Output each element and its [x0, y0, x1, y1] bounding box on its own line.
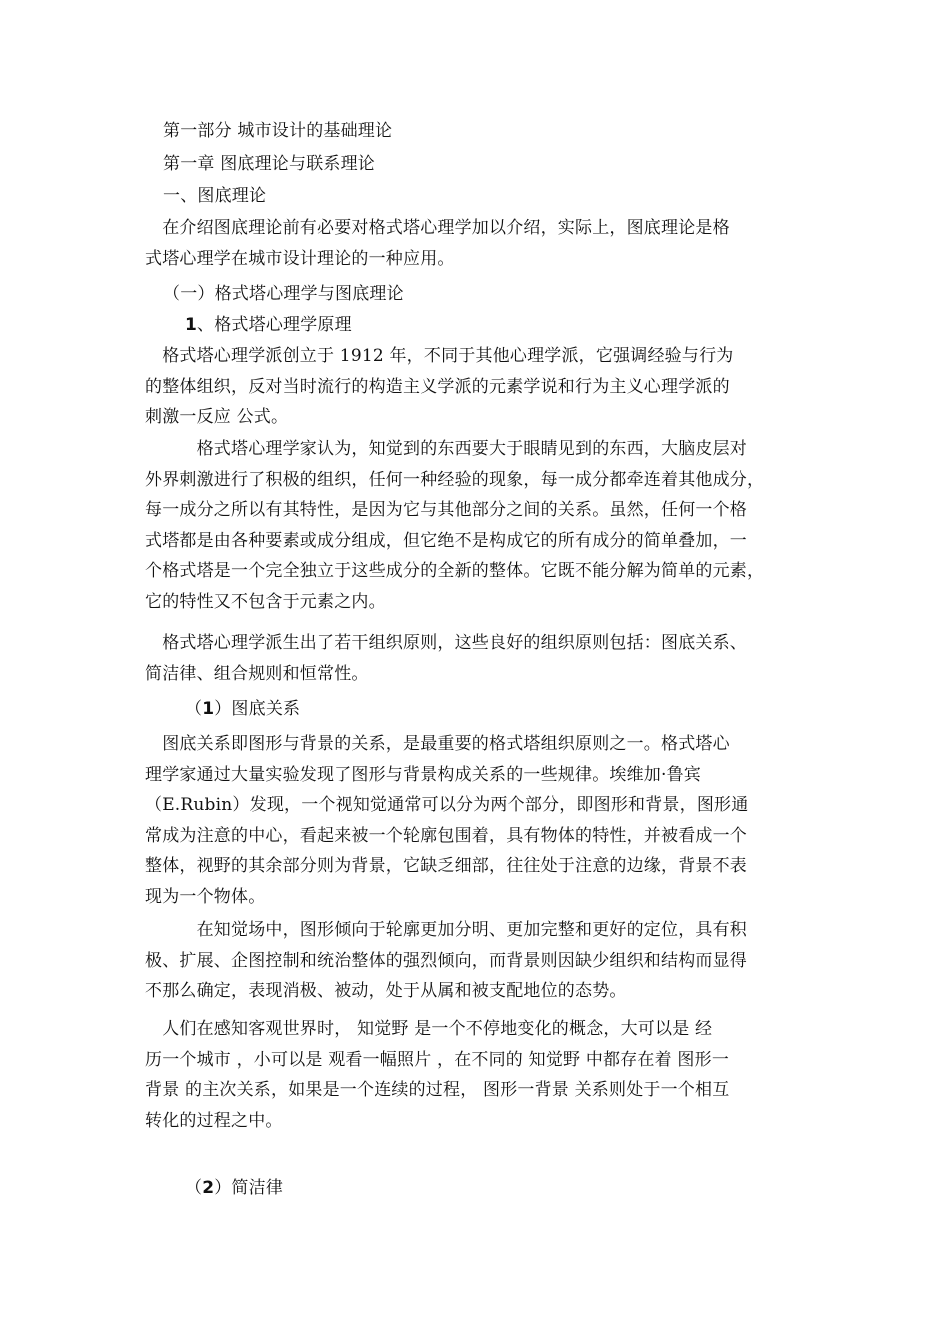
text-line: 个格式塔是一个完全独立于这些成分的全新的整体。它既不能分解为简单的元素， [145, 561, 765, 581]
heading-paren: （ [185, 699, 203, 719]
text-line: 整体，视野的其余部分则为背景，它缺乏细部，往往处于注意的边缘，背景不表 [145, 856, 747, 876]
paragraph-gestalt-perception [145, 434, 810, 617]
heading-number: 1 [202, 699, 215, 719]
text-line: 在知觉场中，图形倾向于轮廓更加分明、更加完整和更好的定位，具有积 [145, 920, 747, 940]
subsection-heading-figure-ground [185, 697, 300, 721]
subsection-heading-2 [185, 313, 352, 337]
paragraph-organization-principles [145, 628, 810, 689]
paragraph-figure-ground [145, 729, 810, 912]
text-line: 刺激一反应 公式。 [145, 407, 289, 427]
subsection-heading-1: （一）格式塔心理学与图底理论 [163, 284, 404, 304]
heading-text: ）简洁律 [214, 1178, 284, 1198]
text-line: 简洁律、组合规则和恒常性。 [145, 663, 369, 684]
text-line: 格式塔心理学派创立于 1912 年，不同于其他心理学派，它强调经验与行为 [145, 346, 734, 366]
subsection-heading-simplicity [185, 1176, 283, 1200]
paragraph-perceptual-field [145, 915, 810, 1007]
text-line: 图底关系即图形与背景的关系，是最重要的格式塔组织原则之一。格式塔心 [145, 734, 730, 754]
text-line: 人们在感知客观世界时， 知觉野 是一个不停地变化的概念，大可以是 经 [145, 1019, 713, 1039]
text-line: 式塔心理学在城市设计理论的一种应用。 [145, 248, 455, 269]
text-line: 在介绍图底理论前有必要对格式塔心理学加以介绍，实际上，图底理论是格 [145, 218, 730, 238]
text-line: 它的特性又不包含于元素之内。 [145, 591, 386, 612]
chapter-heading: 第一章 图底理论与联系理论 [163, 154, 376, 174]
text-line: 不那么确定，表现消极、被动，处于从属和被支配地位的态势。 [145, 981, 627, 1001]
heading-paren: （ [185, 1178, 203, 1198]
text-line: 理学家通过大量实验发现了图形与背景构成关系的一些规律。埃维加·鲁宾 [145, 764, 702, 785]
text-line: 转化的过程之中。 [145, 1110, 283, 1131]
text-line: （E.Rubin）发现，一个视知觉通常可以分为两个部分，即图形和背景，图形通 [145, 795, 749, 815]
text-line: 极、扩展、企图控制和统治整体的强烈倾向，而背景则因缺少组织和结构而显得 [145, 950, 747, 971]
text-line: 格式塔心理学家认为，知觉到的东西要大于眼睛见到的东西，大脑皮层对 [145, 439, 747, 459]
section-heading: 一、图底理论 [163, 186, 267, 206]
part-heading: 第一部分 城市设计的基础理论 [163, 121, 393, 141]
text-line: 每一成分之所以有其特性，是因为它与其他部分之间的关系。虽然，任何一个格 [145, 500, 747, 520]
heading-number: 2 [202, 1178, 215, 1198]
text-line: 常成为注意的中心，看起来被一个轮廓包围着，具有物体的特性，并被看成一个 [145, 825, 747, 846]
heading-number: 1 [185, 315, 198, 335]
text-line: 式塔都是由各种要素或成分组成，但它绝不是构成它的所有成分的简单叠加，一 [145, 530, 747, 551]
text-line: 背景 的主次关系，如果是一个连续的过程， 图形一背景 关系则处于一个相互 [145, 1080, 730, 1100]
heading-text: 、格式塔心理学原理 [197, 315, 352, 335]
heading-text: ）图底关系 [214, 699, 301, 719]
text-line: 格式塔心理学派生出了若干组织原则，这些良好的组织原则包括：图底关系、 [145, 633, 747, 653]
text-line: 历一个城市 ，小可以是 观看一幅照片 ，在不同的 知觉野 中都存在着 图形一 [145, 1049, 730, 1070]
text-line: 现为一个物体。 [145, 886, 266, 907]
paragraph-perception-world [145, 1014, 810, 1136]
text-line: 外界刺激进行了积极的组织，任何一种经验的现象，每一成分都牵连着其他成分， [145, 469, 765, 490]
paragraph-gestalt-origin [145, 341, 810, 433]
paragraph-intro [145, 213, 810, 274]
text-line: 的整体组织，反对当时流行的构造主义学派的元素学说和行为主义心理学派的 [145, 376, 730, 397]
